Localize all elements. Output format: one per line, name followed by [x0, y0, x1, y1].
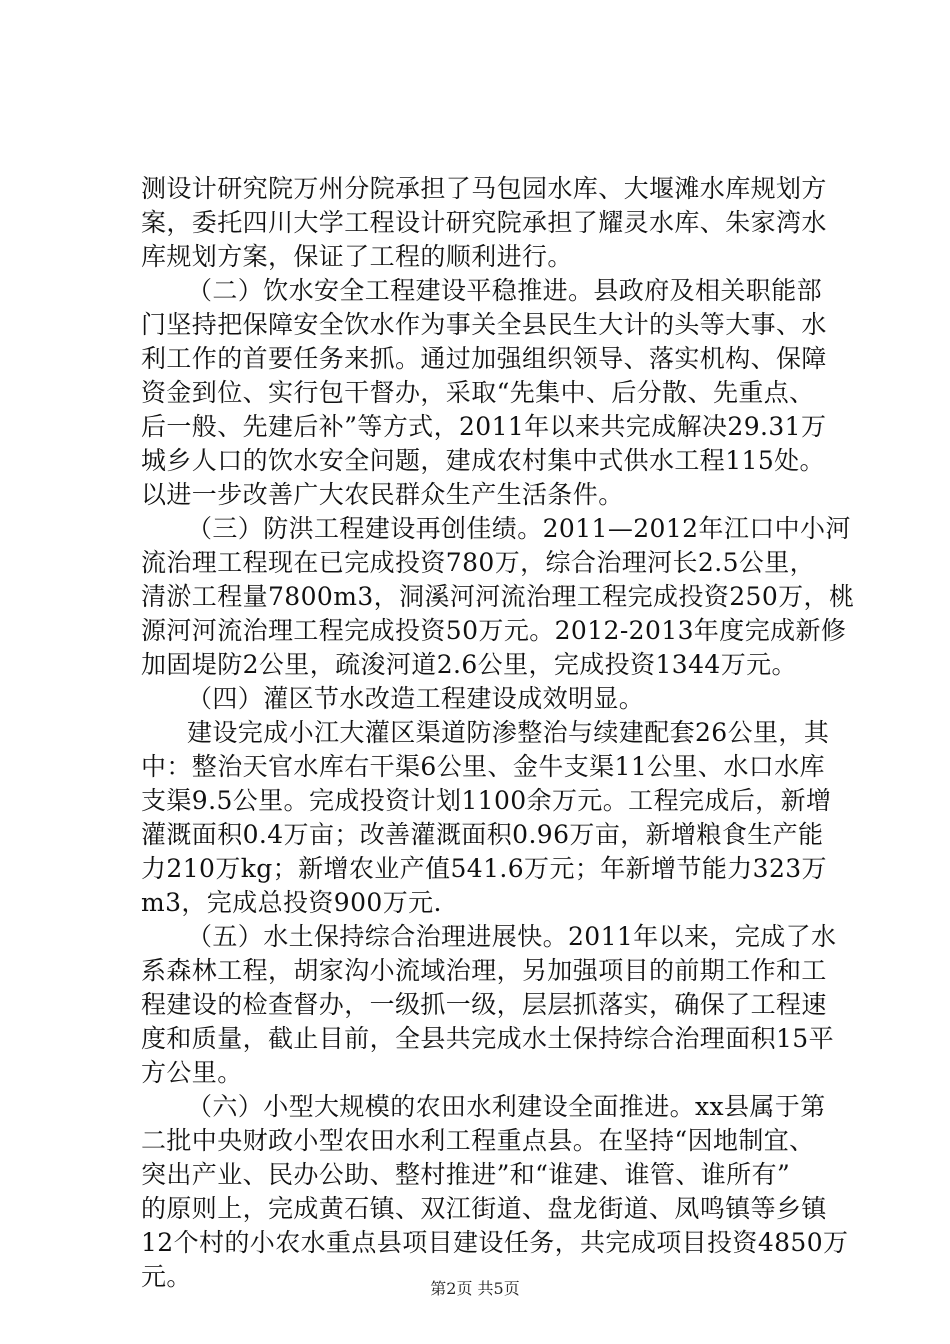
text-line: （二）饮水安全工程建设平稳推进。县政府及相关职能部 — [187, 276, 823, 305]
text-line: （三）防洪工程建设再创佳绩。2011—2012年江口中小河 — [187, 514, 851, 543]
text-line: 12个村的小农水重点县项目建设任务，共完成项目投资4850万 — [141, 1228, 849, 1257]
text-line: 元。 — [141, 1262, 192, 1291]
text-line: 度和质量，截止目前，全县共完成水土保持综合治理面积15平 — [141, 1024, 835, 1053]
text-line: （六）小型大规模的农田水利建设全面推进。xx县属于第 — [187, 1092, 826, 1121]
text-line: m3，完成总投资900万元. — [141, 888, 442, 917]
text-line: 流治理工程现在已完成投资780万，综合治理河长2.5公里， — [141, 548, 816, 577]
document-body — [141, 172, 855, 1294]
text-line: 建设完成小江大灌区渠道防渗整治与续建配套26公里，其 — [187, 718, 830, 747]
paragraph-7 — [141, 1090, 849, 1294]
text-line: 测设计研究院万州分院承担了马包园水库、大堰滩水库规划方 — [141, 174, 827, 203]
text-line: 门坚持把保障安全饮水作为事关全县民生大计的头等大事、水 — [141, 310, 827, 339]
text-line: 中：整治天官水库右干渠6公里、金牛支渠11公里、水口水库 — [141, 752, 825, 781]
text-line: 清淤工程量7800m3，洞溪河河流治理工程完成投资250万，桃 — [141, 582, 855, 611]
text-line: 程建设的检查督办，一级抓一级，层层抓落实，确保了工程速 — [141, 990, 827, 1019]
text-line: （四）灌区节水改造工程建设成效明显。 — [187, 684, 645, 713]
paragraph-3 — [141, 512, 855, 682]
paragraph-5 — [141, 716, 832, 920]
text-line: 后一般、先建后补”等方式，2011年以来共完成解决29.31万 — [141, 412, 827, 441]
text-line: 源河河流治理工程完成投资50万元。2012-2013年度完成新修 — [141, 616, 847, 645]
paragraph-2 — [141, 274, 827, 512]
paragraph-6 — [141, 920, 837, 1090]
text-line: 以进一步改善广大农民群众生产生活条件。 — [141, 480, 624, 509]
text-line: 库规划方案，保证了工程的顺利进行。 — [141, 242, 573, 271]
text-line: 力210万kg；新增农业产值541.6万元；年新增节能力323万 — [141, 854, 827, 883]
text-line: 案，委托四川大学工程设计研究院承担了耀灵水库、朱家湾水 — [141, 208, 827, 237]
text-line: 突出产业、民办公助、整村推进”和“谁建、谁管、谁所有” — [141, 1160, 791, 1189]
text-line: 资金到位、实行包干督办，采取“先集中、后分散、先重点、 — [141, 378, 815, 407]
text-line: 城乡人口的饮水安全问题，建成农村集中式供水工程115处。 — [141, 446, 825, 475]
text-line: 二批中央财政小型农田水利工程重点县。在坚持“因地制宜、 — [141, 1126, 815, 1155]
text-line: 方公里。 — [141, 1058, 243, 1087]
text-line: 的原则上，完成黄石镇、双江街道、盘龙街道、凤鸣镇等乡镇 — [141, 1194, 827, 1223]
text-line: 支渠9.5公里。完成投资计划1100余万元。工程完成后，新增 — [141, 786, 832, 815]
paragraph-4 — [141, 682, 821, 716]
text-line: 灌溉面积0.4万亩；改善灌溉面积0.96万亩，新增粮食生产能 — [141, 820, 824, 849]
page-number-footer: 第2页 共5页 — [430, 1279, 520, 1298]
text-line: 加固堤防2公里，疏浚河道2.6公里，完成投资1344万元。 — [141, 650, 797, 679]
text-line: （五）水土保持综合治理进展快。2011年以来，完成了水 — [187, 922, 837, 951]
text-line: 利工作的首要任务来抓。通过加强组织领导、落实机构、保障 — [141, 344, 827, 373]
paragraph-1 — [141, 172, 827, 274]
text-line: 系森林工程，胡家沟小流域治理，另加强项目的前期工作和工 — [141, 956, 827, 985]
